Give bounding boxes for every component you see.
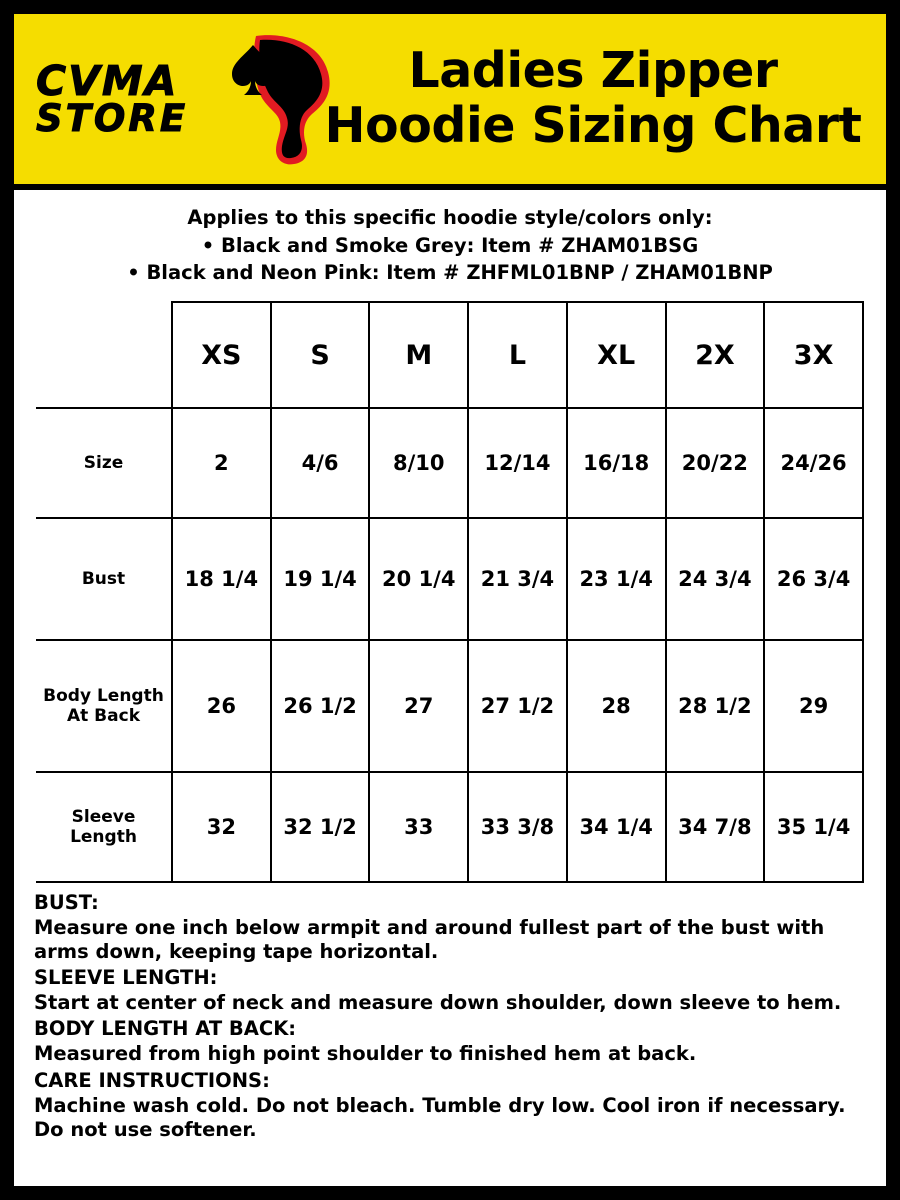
note-heading-sleeve-length: SLEEVE LENGTH: — [34, 966, 218, 990]
applies-note — [14, 190, 886, 293]
table-row — [36, 772, 863, 882]
page-title-line2: Hoodie Sizing Chart — [324, 97, 862, 154]
note-heading-bust: BUST: — [34, 891, 99, 915]
note-heading-body-length-at-back: BODY LENGTH AT BACK: — [34, 1017, 297, 1041]
note-body-sleeve-length: Start at center of neck and measure down shoulder, down sleeve to hem. — [34, 991, 842, 1015]
cell-sleeve-xl: 34 1/4 — [567, 772, 666, 882]
table-row — [36, 408, 863, 518]
row-label-size: Size — [36, 408, 172, 518]
applies-note-line3: • Black and Neon Pink: Item # ZHFML01BNP / ZHAM01BNP — [127, 261, 773, 285]
sizing-table-wrap — [14, 293, 886, 883]
cell-size-m: 8/10 — [369, 408, 468, 518]
column-header-xl: XL — [567, 302, 666, 408]
cell-body-xl: 28 — [567, 640, 666, 772]
sizing-table-head — [36, 302, 863, 408]
cell-bust-2x: 24 3/4 — [666, 518, 765, 640]
table-row — [36, 518, 863, 640]
cell-size-2x: 20/22 — [666, 408, 765, 518]
cell-bust-xs: 18 1/4 — [172, 518, 271, 640]
row-label-body-length-at-back: Body Length At Back — [36, 640, 172, 772]
note-body-bust: Measure one inch below armpit and around fullest part of the bust with arms down, keeping tape horizontal. — [34, 916, 825, 964]
measurement-notes — [14, 883, 886, 1186]
note-body-body-length-at-back: Measured from high point shoulder to finished hem at back. — [34, 1042, 697, 1066]
column-header-3x: 3X — [764, 302, 863, 408]
column-header-s: S — [271, 302, 370, 408]
cell-body-3x: 29 — [764, 640, 863, 772]
sizing-table — [36, 301, 864, 883]
cell-bust-s: 19 1/4 — [271, 518, 370, 640]
cell-body-l: 27 1/2 — [468, 640, 567, 772]
cell-size-l: 12/14 — [468, 408, 567, 518]
cell-sleeve-2x: 34 7/8 — [666, 772, 765, 882]
row-label-bust: Bust — [36, 518, 172, 640]
column-header-xs: XS — [172, 302, 271, 408]
cell-size-xl: 16/18 — [567, 408, 666, 518]
cell-body-xs: 26 — [172, 640, 271, 772]
cell-bust-m: 20 1/4 — [369, 518, 468, 640]
cell-sleeve-s: 32 1/2 — [271, 772, 370, 882]
cell-sleeve-3x: 35 1/4 — [764, 772, 863, 882]
column-header-l: L — [468, 302, 567, 408]
cell-body-2x: 28 1/2 — [666, 640, 765, 772]
page-title — [314, 14, 886, 184]
note-heading-care-instructions: CARE INSTRUCTIONS: — [34, 1068, 270, 1092]
cell-bust-l: 21 3/4 — [468, 518, 567, 640]
applies-note-line2: • Black and Smoke Grey: Item # ZHAM01BSG — [201, 233, 699, 257]
cell-size-3x: 24/26 — [764, 408, 863, 518]
cell-body-s: 26 1/2 — [271, 640, 370, 772]
brand-logo — [14, 14, 314, 184]
column-header-2x: 2X — [666, 302, 765, 408]
column-header-m: M — [369, 302, 468, 408]
table-row — [36, 640, 863, 772]
cell-body-m: 27 — [369, 640, 468, 772]
page-header — [14, 14, 886, 190]
spade-icon — [230, 44, 276, 96]
cell-sleeve-m: 33 — [369, 772, 468, 882]
applies-note-line1: Applies to this specific hoodie style/colors only: — [187, 206, 713, 229]
note-body-care-instructions: Machine wash cold. Do not bleach. Tumble dry low. Cool iron if necessary. Do not use softener. — [34, 1093, 846, 1141]
cell-sleeve-xs: 32 — [172, 772, 271, 882]
table-header-row — [36, 302, 863, 408]
cell-size-s: 4/6 — [271, 408, 370, 518]
sizing-table-body — [36, 408, 863, 882]
brand-logo-line2: STORE — [36, 96, 189, 140]
page-title-line1: Ladies Zipper — [408, 42, 778, 100]
brand-logo-line1: CVMA — [36, 56, 179, 105]
cell-bust-xl: 23 1/4 — [567, 518, 666, 640]
table-corner-cell — [36, 302, 172, 408]
row-label-sleeve-length: Sleeve Length — [36, 772, 172, 882]
brand-logo-text — [36, 56, 189, 140]
cell-size-xs: 2 — [172, 408, 271, 518]
cell-sleeve-l: 33 3/8 — [468, 772, 567, 882]
cell-bust-3x: 26 3/4 — [764, 518, 863, 640]
